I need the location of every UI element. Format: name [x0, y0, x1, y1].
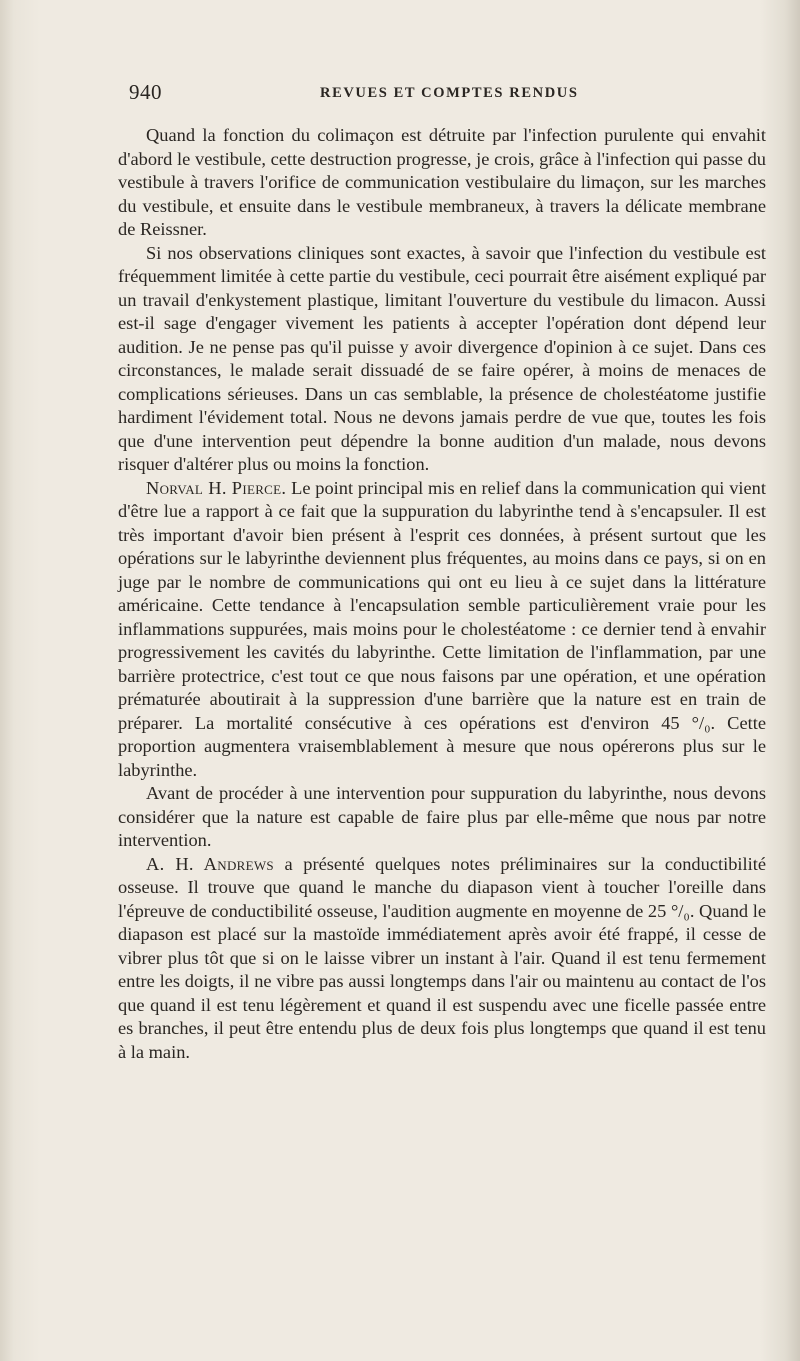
paragraph-pierce	[118, 477, 766, 783]
paragraph-text: a présenté quelques notes préliminaires sur la conductibilité osseuse. Il trouve que quand le manche du diapason vient à toucher l'oreille dans l'épreuve de conductibilité osseuse, l'audition augmente en moyenne de 25 °/₀. Quand le diapason est placé sur la mastoïde immédiatement après avoir été frappé, il cesse de vibrer plus tôt que si on le laisse vibrer un instant à l'air. Quand il est tenu fermement entre les doigts, il ne vibre pas aussi longtemps dans l'air ou maintenu au contact de l'os que quand il est tenu légèrement et quand il est suspendu avec une ficelle passée entre es branches, il peut être entendu plus de deux fois plus longtemps que quand il est tenu à la main.	[118, 853, 766, 1062]
paragraph-intervention: Avant de procéder à une intervention pour suppuration du labyrinthe, nous devons considérer que la nature est capable de faire plus par elle-même que nous par notre intervention.	[118, 783, 766, 850]
paragraph-text: Le point principal mis en relief dans la communication qui vient d'être lue a rapport à ce fait que la suppuration du labyrinthe tend à s'encapsuler. Il est très important d'avoir bien présent à l'esprit ces données, à présent surtout que les opérations sur le labyrinthe deviennent plus fréquentes, au moins dans ce pays, si on en juge par le nombre de communications qui ont eu lieu à ce sujet dans la littérature américaine. Cette tendance à l'encapsulation semble particulièrement vraie pour les inflammations suppurées, mais moins pour le cholestéatome : ce dernier tend à envahir progressivement les cavités du labyrinthe. Cette limitation de l'inflammation, par une barrière protectrice, c'est tout ce que nous faisons par une opération, et une opération prématurée aboutirait à la suppression d'une barrière que la nature est en train de préparer. La mortalité consécutive à ces opérations est d'environ 45 °/₀. Cette proportion augmentera vraisemblablement à mesure que nous opérerons plus sur le labyrinthe.	[118, 477, 766, 780]
speaker-name: A. H. Andrews	[146, 853, 274, 874]
speaker-name: Norval H. Pierce.	[146, 477, 287, 498]
paragraph-andrews	[118, 853, 766, 1065]
paragraph-observations: Si nos observations cliniques sont exactes, à savoir que l'infection du vestibule est fréquemment limitée à cette partie du vestibule, ceci pourrait être aisément expliqué par un travail d'enkystement plastique, limitant l'ouverture du vestibule du limacon. Aussi est-il sage d'engager vivement les patients à accepter l'opération dont dépend leur audition. Je ne pense pas qu'il puisse y avoir divergence d'opinion à ce sujet. Dans ces circonstances, le malade serait dissuadé de se faire opérer, à moins de menaces de complications sérieuses. Dans un cas semblable, la présence de cholestéatome justifie hardiment l'évidement total. Nous ne devons jamais perdre de vue que, toutes les fois que d'une intervention peut dépendre la bonne audition d'un malade, nous devons risquer d'altérer plus ou moins la fonction.	[118, 242, 766, 474]
page-header	[115, 80, 765, 110]
page-number: 940	[129, 80, 162, 104]
body-text	[118, 124, 766, 1064]
paragraph-colimacon: Quand la fonction du colimaçon est détruite par l'infection purulente qui envahit d'abord le vestibule, cette destruction progresse, je crois, grâce à l'infection qui passe du vestibule à travers l'orifice de communication vestibulaire du limaçon, sur les marches du vestibule, et ensuite dans le vestibule membraneux, à travers la délicate membrane de Reissner.	[118, 125, 766, 239]
running-title: REVUES ET COMPTES RENDUS	[320, 85, 579, 101]
